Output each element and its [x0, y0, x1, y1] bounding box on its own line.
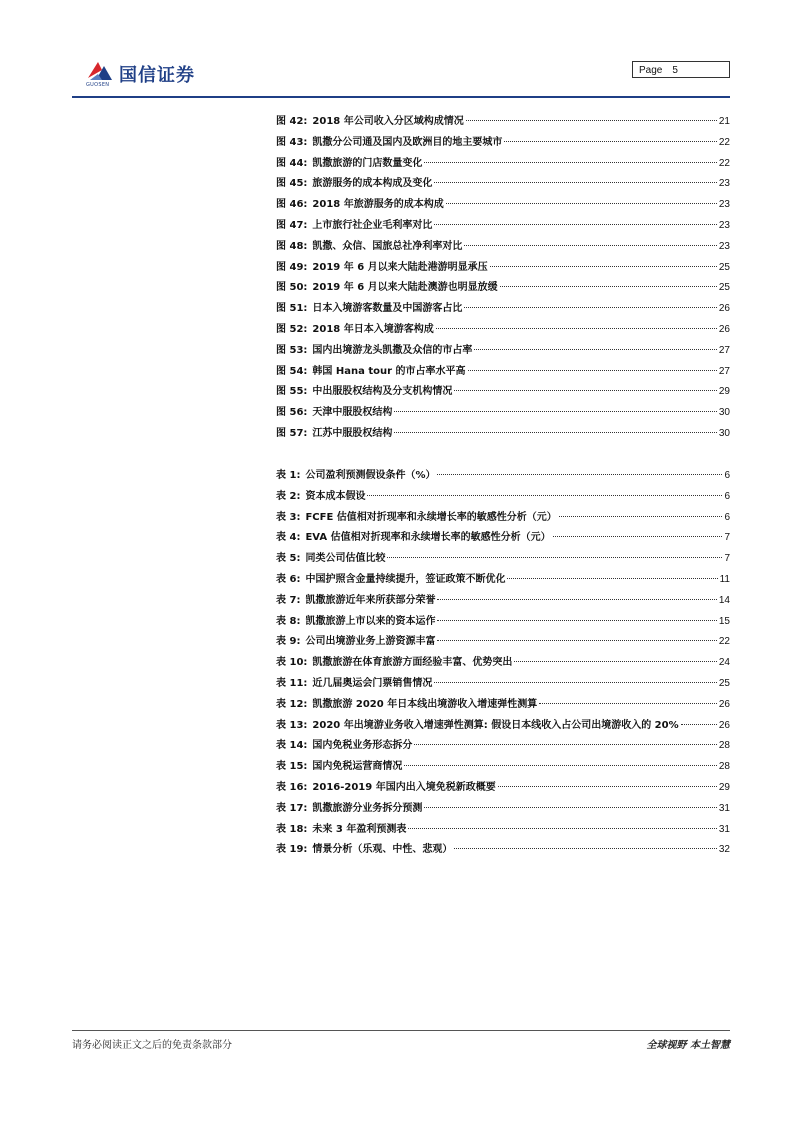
toc-entry-page: 6 — [724, 470, 730, 481]
toc-entry-page: 22 — [718, 136, 730, 148]
brand-name: 国信证券 — [119, 65, 195, 86]
toc-entry[interactable] — [276, 653, 730, 674]
toc-dot-leader — [504, 141, 716, 142]
toc-entry-page: 6 — [724, 490, 730, 502]
toc-entry-page: 22 — [718, 636, 730, 648]
toc-entry-title: 2018 年日本入境游客构成 — [312, 323, 434, 335]
toc-dot-leader — [514, 661, 716, 662]
toc-entry[interactable] — [276, 424, 730, 445]
toc-entry-label: 图 43: — [276, 136, 308, 148]
toc-entry-page: 27 — [718, 344, 730, 356]
toc-entry-title: 2018 年公司收入分区域构成情况 — [312, 116, 464, 127]
toc-entry-title: 资本成本假设 — [305, 490, 366, 502]
toc-entry[interactable] — [276, 299, 730, 320]
toc-entry-page: 31 — [718, 823, 730, 835]
toc-dot-leader — [559, 516, 723, 517]
toc-entry-page: 23 — [718, 240, 730, 252]
toc-entry-label: 表 18: — [276, 823, 308, 835]
toc-entry[interactable] — [276, 133, 730, 154]
toc-dot-leader — [681, 724, 717, 725]
toc-entry-title: 凯撒分公司通及国内及欧洲目的地主要城市 — [312, 136, 503, 148]
guosen-logo-icon — [86, 60, 114, 82]
toc-entry-label: 图 48: — [276, 240, 308, 252]
toc-entry-label: 图 53: — [276, 344, 308, 356]
toc-entry-label: 表 4: — [276, 532, 301, 544]
toc-entry-label: 表 13: — [276, 719, 308, 731]
toc-entry-title: 中国护照含金量持续提升，签证政策不断优化 — [305, 573, 506, 585]
toc-entry-title: 公司出境游业务上游资源丰富 — [305, 636, 436, 648]
toc-entry-page: 30 — [718, 427, 730, 439]
toc-entry[interactable] — [276, 154, 730, 175]
toc-entry-title: 江苏中服股权结构 — [312, 427, 393, 439]
toc-dot-leader — [454, 390, 716, 391]
toc-dot-leader — [414, 744, 716, 745]
toc-entry-title: 凯撒旅游近年来所获部分荣誉 — [305, 594, 436, 606]
toc-entry-page: 26 — [718, 719, 730, 731]
toc-entry-title: 情景分析（乐观、中性、悲观） — [312, 844, 453, 856]
toc-entry-label: 表 12: — [276, 698, 308, 710]
toc-dot-leader — [490, 266, 717, 267]
toc-dot-leader — [466, 120, 717, 121]
toc-entry-title: 近几届奥运会门票销售情况 — [312, 677, 433, 689]
toc-entry-label: 表 3: — [276, 511, 301, 523]
toc-entry-label: 图 55: — [276, 386, 308, 398]
guosen-logo — [86, 58, 206, 88]
toc-entry-label: 图 47: — [276, 219, 308, 231]
toc-entry[interactable] — [276, 466, 730, 487]
toc-entry-title: 国内出境游龙头凯撒及众信的市占率 — [312, 344, 473, 356]
toc-entry-title: 未来 3 年盈利预测表 — [312, 823, 407, 835]
toc-entry[interactable] — [276, 736, 730, 757]
toc-entry-label: 表 17: — [276, 802, 308, 814]
toc-dot-leader — [446, 203, 717, 204]
toc-entry-title: 凯撒旅游 2020 年日本线出境游收入增速弹性测算 — [312, 698, 538, 710]
toc-entry[interactable] — [276, 799, 730, 820]
toc-entry[interactable] — [276, 216, 730, 237]
toc-entry-title: 上市旅行社企业毛利率对比 — [312, 219, 433, 231]
toc-entry-label: 表 9: — [276, 636, 301, 648]
toc-entry-label: 表 8: — [276, 615, 301, 627]
toc-entry[interactable] — [276, 278, 730, 299]
toc-entry-page: 7 — [724, 532, 730, 544]
toc-dot-leader — [394, 432, 716, 433]
toc-entry-page: 26 — [718, 323, 730, 335]
toc-entry-label: 图 51: — [276, 303, 308, 315]
toc-entry-label: 图 56: — [276, 407, 308, 419]
toc-entry-label: 图 44: — [276, 157, 308, 169]
toc-dot-leader — [498, 786, 717, 787]
toc-entry[interactable] — [276, 632, 730, 653]
toc-entry[interactable] — [276, 695, 730, 716]
toc-dot-leader — [474, 349, 716, 350]
toc-entry-page: 26 — [718, 698, 730, 710]
toc-entry-title: 同类公司估值比较 — [305, 553, 386, 565]
toc-entry-label: 图 46: — [276, 199, 308, 211]
toc-entry-label: 表 5: — [276, 553, 301, 565]
toc-entry-label: 表 15: — [276, 761, 308, 773]
header-divider — [72, 96, 730, 98]
toc-entry-page: 11 — [719, 573, 730, 585]
toc-entry-title: 公司盈利预测假设条件（%） — [305, 470, 436, 481]
toc-entry-title: 2020 年出境游业务收入增速弹性测算: 假设日本线收入占公司出境游收入的 20% — [312, 719, 679, 731]
toc-entry-label: 表 11: — [276, 677, 308, 689]
toc-entry-title: 中出服股权结构及分支机构情况 — [312, 386, 453, 398]
toc-dot-leader — [437, 599, 716, 600]
toc-entry[interactable] — [276, 528, 730, 549]
toc-entry-page: 25 — [718, 282, 730, 294]
toc-entry-title: 2018 年旅游服务的成本构成 — [312, 199, 444, 211]
toc-entry[interactable] — [276, 258, 730, 279]
toc-dot-leader — [434, 682, 716, 683]
page-number: 5 — [672, 65, 678, 76]
toc-entry[interactable] — [276, 195, 730, 216]
toc-entry[interactable] — [276, 570, 730, 591]
footer-disclaimer: 请务必阅读正文之后的免责条款部分 — [72, 1040, 232, 1051]
toc-entry-page: 30 — [718, 407, 730, 419]
toc-dot-leader — [424, 162, 716, 163]
toc-entry[interactable] — [276, 403, 730, 424]
toc-entry-label: 图 45: — [276, 178, 308, 190]
toc-entry[interactable] — [276, 487, 730, 508]
toc-dot-leader — [437, 474, 722, 475]
toc-dot-leader — [500, 286, 717, 287]
toc-entry[interactable] — [276, 341, 730, 362]
toc-dot-leader — [437, 620, 716, 621]
toc-entry-page: 26 — [718, 303, 730, 315]
toc-entry-page: 28 — [718, 761, 730, 773]
toc-entry[interactable] — [276, 508, 730, 529]
toc-entry-page: 21 — [718, 116, 730, 127]
toc-dot-leader — [507, 578, 717, 579]
toc-entry-page: 7 — [724, 553, 730, 565]
toc-entry-page: 25 — [718, 261, 730, 273]
toc-entry-page: 29 — [718, 781, 730, 793]
toc-entry[interactable] — [276, 820, 730, 841]
toc-dot-leader — [387, 557, 722, 558]
toc-entry-label: 表 1: — [276, 470, 301, 481]
toc-dot-leader — [468, 370, 717, 371]
toc-dot-leader — [464, 245, 716, 246]
toc-entry-title: 2016-2019 年国内出入境免税新政概要 — [312, 781, 496, 793]
toc-entry[interactable] — [276, 778, 730, 799]
footer-divider — [72, 1030, 730, 1031]
toc-dot-leader — [436, 328, 717, 329]
toc-entry-title: 2019 年 6 月以来大陆赴澳游也明显放缓 — [312, 282, 498, 294]
toc-entry-title: 国内免税业务形态拆分 — [312, 740, 413, 752]
toc-entry-page: 23 — [718, 199, 730, 211]
toc-entry-title: 韩国 Hana tour 的市占率水平高 — [312, 365, 466, 377]
toc-entry[interactable] — [276, 674, 730, 695]
toc-entry-title: 2019 年 6 月以来大陆赴港游明显承压 — [312, 261, 488, 273]
toc-entry-title: 凯撒旅游分业务拆分预测 — [312, 802, 423, 814]
toc-entry-page: 31 — [718, 802, 730, 814]
toc-entry-label: 图 54: — [276, 365, 308, 377]
toc-dot-leader — [454, 848, 716, 849]
toc-entry-title: EVA 估值相对折现率和永续增长率的敏感性分析（元） — [305, 532, 551, 544]
toc-entry-label: 图 49: — [276, 261, 308, 273]
toc-entry-page: 15 — [718, 615, 730, 627]
toc-entry[interactable] — [276, 382, 730, 403]
toc-entry-label: 图 42: — [276, 116, 308, 127]
toc-dot-leader — [404, 765, 716, 766]
toc-entry[interactable] — [276, 362, 730, 383]
toc-entry-label: 表 16: — [276, 781, 308, 793]
toc-entry[interactable] — [276, 174, 730, 195]
toc-entry-title: 国内免税运营商情况 — [312, 761, 403, 773]
toc-entry-page: 32 — [718, 844, 730, 856]
toc-entry-label: 表 19: — [276, 844, 308, 856]
brand-sub: GUOSEN — [86, 82, 110, 88]
toc-dot-leader — [424, 807, 716, 808]
toc-entry-page: 27 — [718, 365, 730, 377]
toc-entry-page: 23 — [718, 219, 730, 231]
toc-entry-title: 凯撒旅游的门店数量变化 — [312, 157, 423, 169]
footer-slogan: 全球视野 本土智慧 — [646, 1040, 730, 1051]
table-list — [276, 466, 730, 861]
toc-dot-leader — [539, 703, 717, 704]
toc-entry-page: 23 — [718, 178, 730, 190]
toc-entry-title: 凯撒旅游在体育旅游方面经验丰富、优势突出 — [312, 657, 513, 669]
toc-entry[interactable] — [276, 112, 730, 133]
toc-dot-leader — [434, 182, 716, 183]
toc-dot-leader — [394, 411, 716, 412]
toc-entry-page: 28 — [718, 740, 730, 752]
toc-entry-label: 表 2: — [276, 490, 301, 502]
toc-entry-label: 表 10: — [276, 657, 308, 669]
toc-entry-title: 天津中服股权结构 — [312, 407, 393, 419]
toc-entry-label: 表 7: — [276, 594, 301, 606]
toc-entry-page: 22 — [718, 157, 730, 169]
page-label: Page — [639, 65, 663, 76]
toc-entry[interactable] — [276, 716, 730, 737]
toc-entry-page: 24 — [718, 657, 730, 669]
toc-entry-label: 表 14: — [276, 740, 308, 752]
toc-entry[interactable] — [276, 591, 730, 612]
figure-list — [276, 112, 730, 445]
toc-entry-page: 25 — [718, 677, 730, 689]
toc-entry-title: FCFE 估值相对折现率和永续增长率的敏感性分析（元） — [305, 511, 557, 523]
toc-entry-label: 图 57: — [276, 427, 308, 439]
page-header — [0, 0, 793, 100]
toc-entry-label: 图 52: — [276, 323, 308, 335]
toc-entry-title: 凯撒旅游上市以来的资本运作 — [305, 615, 436, 627]
toc-entry[interactable] — [276, 612, 730, 633]
page-indicator — [632, 61, 730, 78]
toc-entry-label: 表 6: — [276, 573, 301, 585]
toc-entry-page: 29 — [718, 386, 730, 398]
toc-entry[interactable] — [276, 757, 730, 778]
toc-entry[interactable] — [276, 237, 730, 258]
toc-dot-leader — [553, 536, 723, 537]
toc-entry[interactable] — [276, 320, 730, 341]
toc-dot-leader — [367, 495, 722, 496]
toc-entry-label: 图 50: — [276, 282, 308, 294]
toc-entry-title: 日本入境游客数量及中国游客占比 — [312, 303, 463, 315]
toc-entry-page: 14 — [718, 594, 730, 606]
toc-entry-title: 旅游服务的成本构成及变化 — [312, 178, 433, 190]
toc-entry[interactable] — [276, 549, 730, 570]
toc-dot-leader — [408, 828, 717, 829]
toc-entry-title: 凯撒、众信、国旅总社净利率对比 — [312, 240, 463, 252]
toc-dot-leader — [437, 640, 716, 641]
toc-entry-page: 6 — [724, 511, 730, 523]
toc-dot-leader — [464, 307, 716, 308]
toc-dot-leader — [434, 224, 716, 225]
toc-entry[interactable] — [276, 840, 730, 861]
